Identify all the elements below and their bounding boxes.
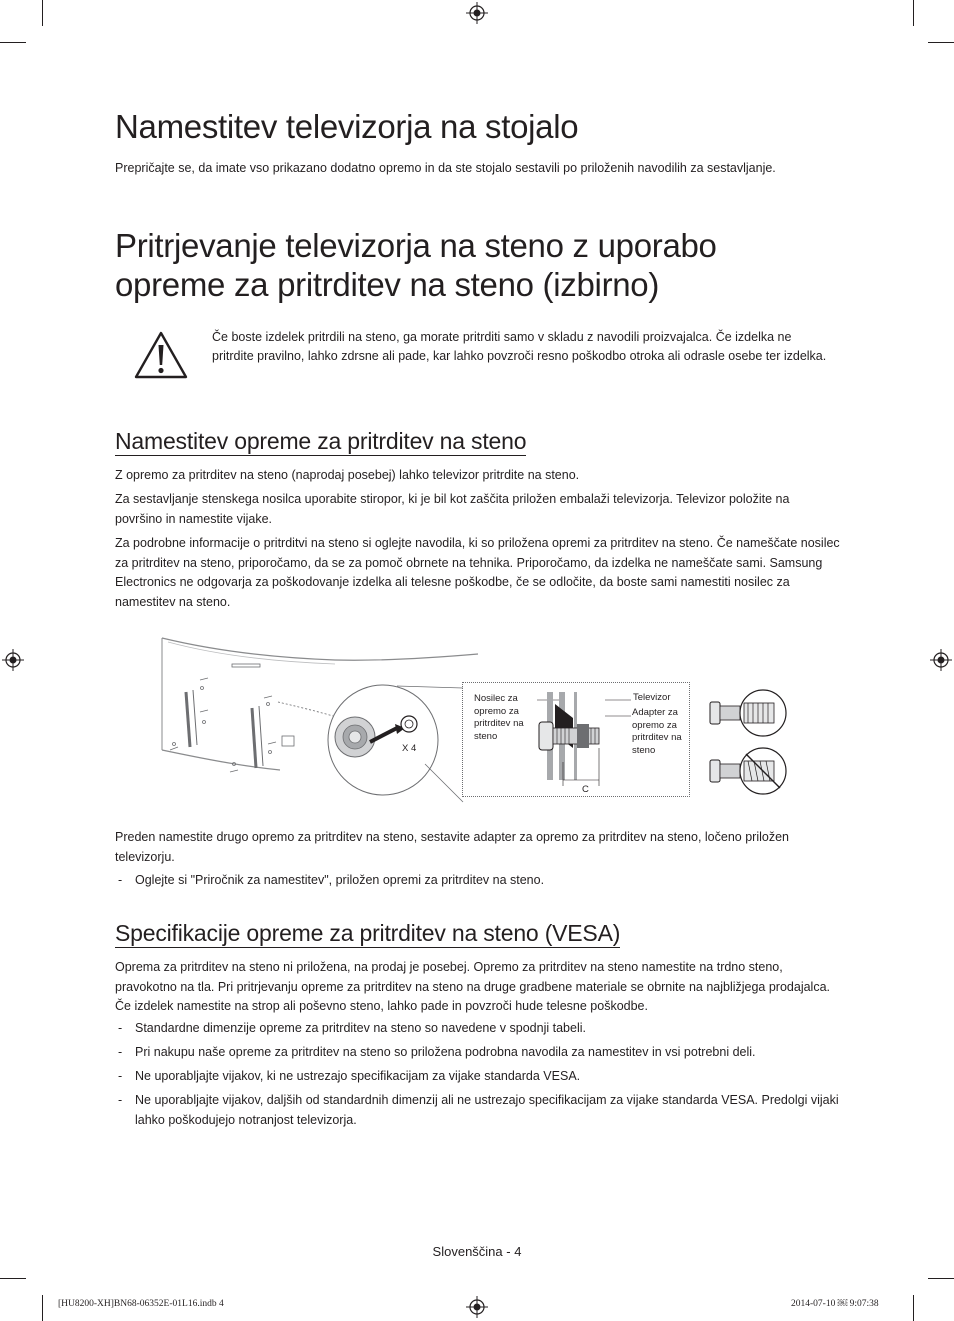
section-heading-install: Namestitev opreme za pritrditev na steno (115, 428, 527, 454)
screw-cross-section (525, 690, 635, 790)
adapter-paragraph: Preden namestite drugo opremo za pritrditev na steno, sestavite adapter za opremo za pritrditev na steno, ločeno priložen televizorju. (115, 830, 789, 864)
wall-mount-title: Pritrjevanje televizorja na steno z uporabo opreme za pritrditev na steno (izbirno) (115, 227, 717, 303)
install-paragraph-3: Za podrobne informacije o pritrditvi na steno si oglejte navodila, ki so priložena opremi za pritrditev na steno. Če nameščate nosilec za pritrditev na steno, priporočamo, da se za pomoč obrnete na tehnika. Priporočamo, da izdelka ne nameščate sami. Samsung Electronics ne odgovarja za poškodovanje izdelka ali telesne poškodbe, če se odločite, da boste sami namestiti nosilec za namestitev na steno. (115, 536, 840, 609)
label-bracket: Nosilec za opremo za pritrditev na steno (474, 693, 524, 742)
x4-label: X 4 (402, 743, 417, 754)
crop-mark (913, 1295, 914, 1321)
correct-screw-icon (708, 688, 790, 738)
intro-text: Prepričajte se, da imate vso prikazano dodatno opremo in da ste stojalo sestavili po priloženih navodilih za sestavljanje. (115, 161, 776, 175)
callout-line (395, 684, 465, 804)
crop-mark (928, 42, 954, 43)
vesa-bullet (115, 1043, 840, 1063)
label-tv: Televizor (633, 692, 671, 703)
manual-bullet (115, 871, 840, 891)
page-title: Namestitev televizorja na stojalo (115, 108, 579, 145)
bullet-text: Standardne dimenzije opreme za pritrditev na steno so navedene v spodnji tabeli. (135, 1021, 586, 1035)
bullet-dash: - (118, 1045, 123, 1059)
vesa-bullet (115, 1091, 840, 1130)
crop-mark (0, 42, 26, 43)
warning-triangle-icon (133, 330, 189, 380)
page-number: Slovenščina - 4 (432, 1244, 522, 1259)
crop-mark (913, 0, 914, 26)
vesa-paragraph: Oprema za pritrditev na steno ni priložena, na prodaj je posebej. Opremo za pritrditev na steno namestite na trdno steno, pravokotno na tla. Pri pritrjevanju opreme za pritrditev na steno na druge gradbene materiale se obrnite na najbližjega prodajalca. Če izdelek namestite na strop ali poševno steno, lahko pade in povzroči hude telesne poškodbe. (115, 960, 831, 1013)
warning-text: Če boste izdelek pritrdili na steno, ga morate pritrditi samo v skladu z navodili proizvajalca. Če izdelka ne pritrdite pravilno, lahko zdrsne ali pade, kar lahko povzroči resno poškodbo otroka ali odrasle osebe ter izdelka. (212, 330, 827, 363)
wall-mount-diagram (160, 632, 800, 812)
section-heading-vesa: Specifikacije opreme za pritrditev na steno (VESA) (115, 920, 621, 946)
install-paragraph-2: Za sestavljanje stenskega nosilca uporabite stiropor, ki je bil kot zaščita priložen embalaži televizorja. Televizor položite na površino in namestite vijake. (115, 492, 790, 526)
bullet-dash: - (118, 1093, 123, 1107)
registration-mark-icon (466, 2, 488, 24)
bullet-text: Pri nakupu naše opreme za pritrditev na steno so priložena podrobna navodila za namestitev in vsi potrebni deli. (135, 1045, 756, 1059)
imprint-right: 2014-07-10 ￼ 9:07:38 (791, 1299, 879, 1309)
crop-mark (928, 1278, 954, 1279)
imprint-left: [HU8200-XH]BN68-06352E-01L16.indb 4 (58, 1299, 224, 1309)
registration-mark-icon (930, 649, 952, 671)
vesa-bullet (115, 1067, 840, 1087)
bullet-dash: - (118, 873, 123, 887)
bullet-text: Oglejte si "Priročnik za namestitev", priložen opremi za pritrditev na steno. (135, 873, 545, 887)
crop-mark (0, 1278, 26, 1279)
wrong-screw-icon (708, 744, 790, 796)
label-c: C (582, 784, 589, 795)
bullet-text: Ne uporabljajte vijakov, ki ne ustrezajo specifikacijam za vijake standarda VESA. (135, 1069, 581, 1083)
bullet-text: Ne uporabljajte vijakov, daljših od standardnih dimenzij ali ne ustrezajo specifikacijam za vijake standarda VESA. Predolgi vijaki lahko poškodujejo notranjost televizorja. (135, 1093, 839, 1127)
crop-mark (42, 1295, 43, 1321)
vesa-bullet (115, 1019, 840, 1039)
crop-mark (42, 0, 43, 26)
label-adapter: Adapter za opremo za pritrditev na steno (632, 707, 682, 756)
registration-mark-icon (2, 649, 24, 671)
registration-mark-icon (466, 1296, 488, 1318)
bullet-dash: - (118, 1069, 123, 1083)
install-paragraph-1: Z opremo za pritrditev na steno (naprodaj posebej) lahko televizor pritrdite na steno. (115, 468, 580, 482)
bullet-dash: - (118, 1021, 123, 1035)
